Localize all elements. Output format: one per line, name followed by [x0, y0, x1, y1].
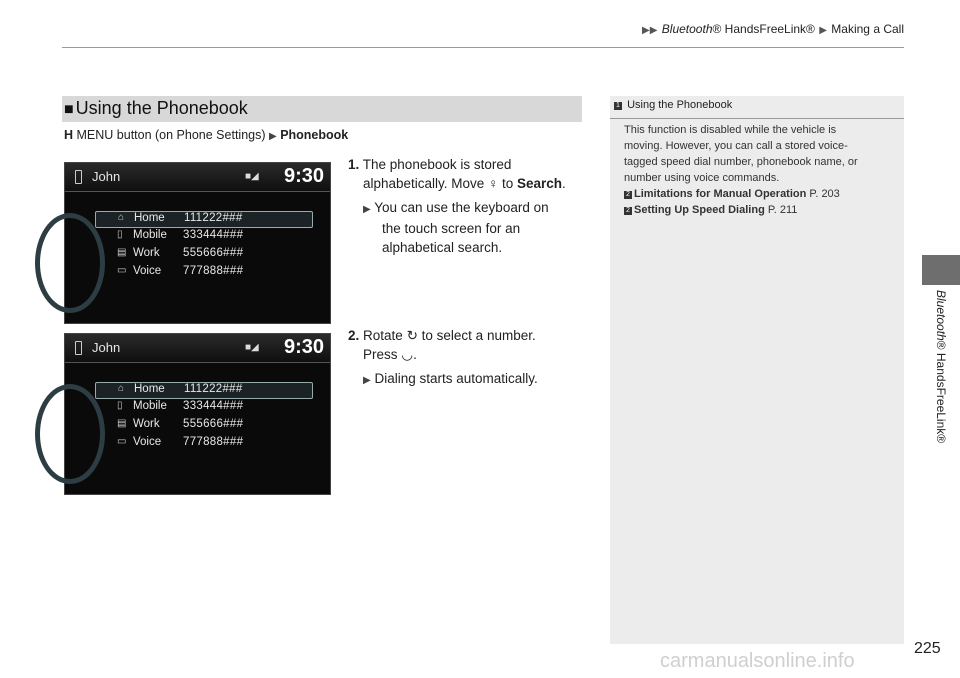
phone-entry[interactable] [95, 382, 313, 399]
step-number: 2. [348, 328, 360, 343]
signal-icon: ■◢ [245, 342, 259, 353]
breadcrumb-part2: Making a Call [831, 22, 904, 36]
entry-label: Mobile [133, 229, 167, 241]
phone-icon [75, 341, 82, 355]
phone-icon [75, 170, 82, 184]
entry-number: 777888### [183, 436, 244, 448]
step-text: Press [363, 347, 398, 362]
sub-text: Dialing starts automatically. [374, 371, 538, 386]
contact-name: John [92, 340, 121, 355]
step-2 [348, 326, 536, 364]
step-number: 1. [348, 157, 360, 172]
phonebook-screen [64, 162, 331, 324]
step-text: The phonebook is stored [362, 157, 512, 172]
breadcrumb [641, 22, 904, 36]
entry-number: 555666### [183, 247, 244, 259]
arrow-right-icon: ▶ [269, 131, 277, 142]
chapter-label-rest: ® HandsFreeLink® [934, 340, 948, 444]
link-page: P. 211 [767, 204, 798, 216]
note-body [624, 122, 896, 218]
menu-path [64, 128, 348, 142]
phone-entry[interactable] [95, 211, 313, 228]
cross-reference-link[interactable] [624, 202, 896, 218]
phone-entry[interactable] [95, 229, 311, 244]
house-icon: ⌂ [118, 212, 125, 223]
section-title-text: Using the Phonebook [75, 98, 248, 118]
phone-icon: ▯ [117, 400, 123, 411]
entry-label: Work [133, 247, 160, 259]
phonebook-screen [64, 333, 331, 495]
link-ref-icon: 2 [624, 207, 632, 215]
section-marker: ■ [64, 101, 74, 118]
building-icon: ▤ [117, 247, 127, 258]
step-text: . [562, 176, 566, 191]
clock: 9:30 [283, 336, 324, 358]
entry-number: 777888### [183, 265, 244, 277]
arrow-right-icon: ▶ [363, 204, 371, 215]
link-ref-icon: 2 [624, 191, 632, 199]
note-rule [610, 118, 904, 119]
entry-number: 333444### [183, 229, 244, 241]
link-title: Setting Up Speed Dialing [634, 204, 765, 216]
page-number: 225 [914, 640, 941, 657]
sub-text: You can use the keyboard on [374, 200, 549, 215]
step-keyword: Search [517, 176, 563, 191]
entry-number: 555666### [183, 418, 244, 430]
breadcrumb-part1-suffix: ® HandsFreeLink® [712, 22, 815, 36]
step-2-sub [363, 369, 538, 390]
entry-label: Work [133, 418, 160, 430]
arrow-right-icon: ▶▶ [642, 25, 658, 36]
link-page: P. 203 [809, 188, 840, 200]
joystick-icon: ♀ [488, 176, 499, 191]
cross-reference-link[interactable] [624, 186, 896, 202]
chapter-label [922, 290, 960, 490]
sub-text: the touch screen for an [382, 221, 521, 236]
header-rule [62, 47, 904, 48]
signal-icon: ■◢ [245, 171, 259, 182]
note-text: tagged speed dial number, phonebook name, or [624, 156, 858, 168]
note-ref-icon: 1 [614, 102, 622, 110]
arrow-right-icon: ▶ [363, 375, 371, 386]
clock: 9:30 [283, 165, 324, 187]
phone-entry[interactable] [95, 247, 311, 262]
screen-header [65, 334, 330, 363]
entry-number: 333444### [183, 400, 244, 412]
phone-icon: ▯ [117, 229, 123, 240]
press-knob-icon: ◡ [401, 347, 414, 362]
note-heading-text: Using the Phonebook [627, 99, 733, 111]
entry-number: 111222### [184, 383, 243, 395]
speech-icon: ▭ [117, 436, 127, 447]
screen-header [65, 163, 330, 192]
phone-entry[interactable] [95, 265, 311, 280]
menu-path-text: MENU button (on Phone Settings) [76, 128, 266, 142]
phone-entry[interactable] [95, 400, 311, 415]
section-title [64, 98, 248, 119]
phone-entry[interactable] [95, 418, 311, 433]
rotate-knob-icon: ↻ [406, 328, 418, 343]
note-text: number using voice commands. [624, 172, 780, 184]
chapter-label-italic: Bluetooth [934, 290, 948, 341]
speech-icon: ▭ [117, 265, 127, 276]
step-1 [348, 155, 566, 193]
home-button-icon: H [64, 128, 74, 142]
step-text: . [413, 347, 417, 362]
step-1-sub [363, 198, 549, 257]
entry-number: 111222### [184, 212, 243, 224]
entry-label: Voice [133, 265, 162, 277]
house-icon: ⌂ [118, 383, 125, 394]
watermark: carmanualsonline.info [660, 650, 855, 672]
note-heading [614, 99, 732, 111]
note-text: This function is disabled while the vehicle is [624, 124, 837, 136]
note-text: moving. However, you can call a stored voice- [624, 140, 848, 152]
step-text: to select a number. [421, 328, 536, 343]
link-title: Limitations for Manual Operation [634, 188, 807, 200]
knob-arc [35, 384, 105, 484]
building-icon: ▤ [117, 418, 127, 429]
chapter-tab [922, 255, 960, 285]
menu-path-target: Phonebook [280, 128, 349, 142]
entry-label: Home [134, 212, 165, 224]
entry-label: Mobile [133, 400, 167, 412]
phone-entry[interactable] [95, 436, 311, 451]
breadcrumb-part1: Bluetooth [661, 22, 713, 36]
knob-arc [35, 213, 105, 313]
arrow-right-icon: ▶ [819, 25, 827, 36]
step-text: Rotate [363, 328, 403, 343]
contact-name: John [92, 169, 121, 184]
entry-label: Voice [133, 436, 162, 448]
step-text: to [501, 176, 514, 191]
step-text: alphabetically. Move [363, 176, 485, 191]
entry-label: Home [134, 383, 165, 395]
sub-text: alphabetical search. [382, 240, 503, 255]
